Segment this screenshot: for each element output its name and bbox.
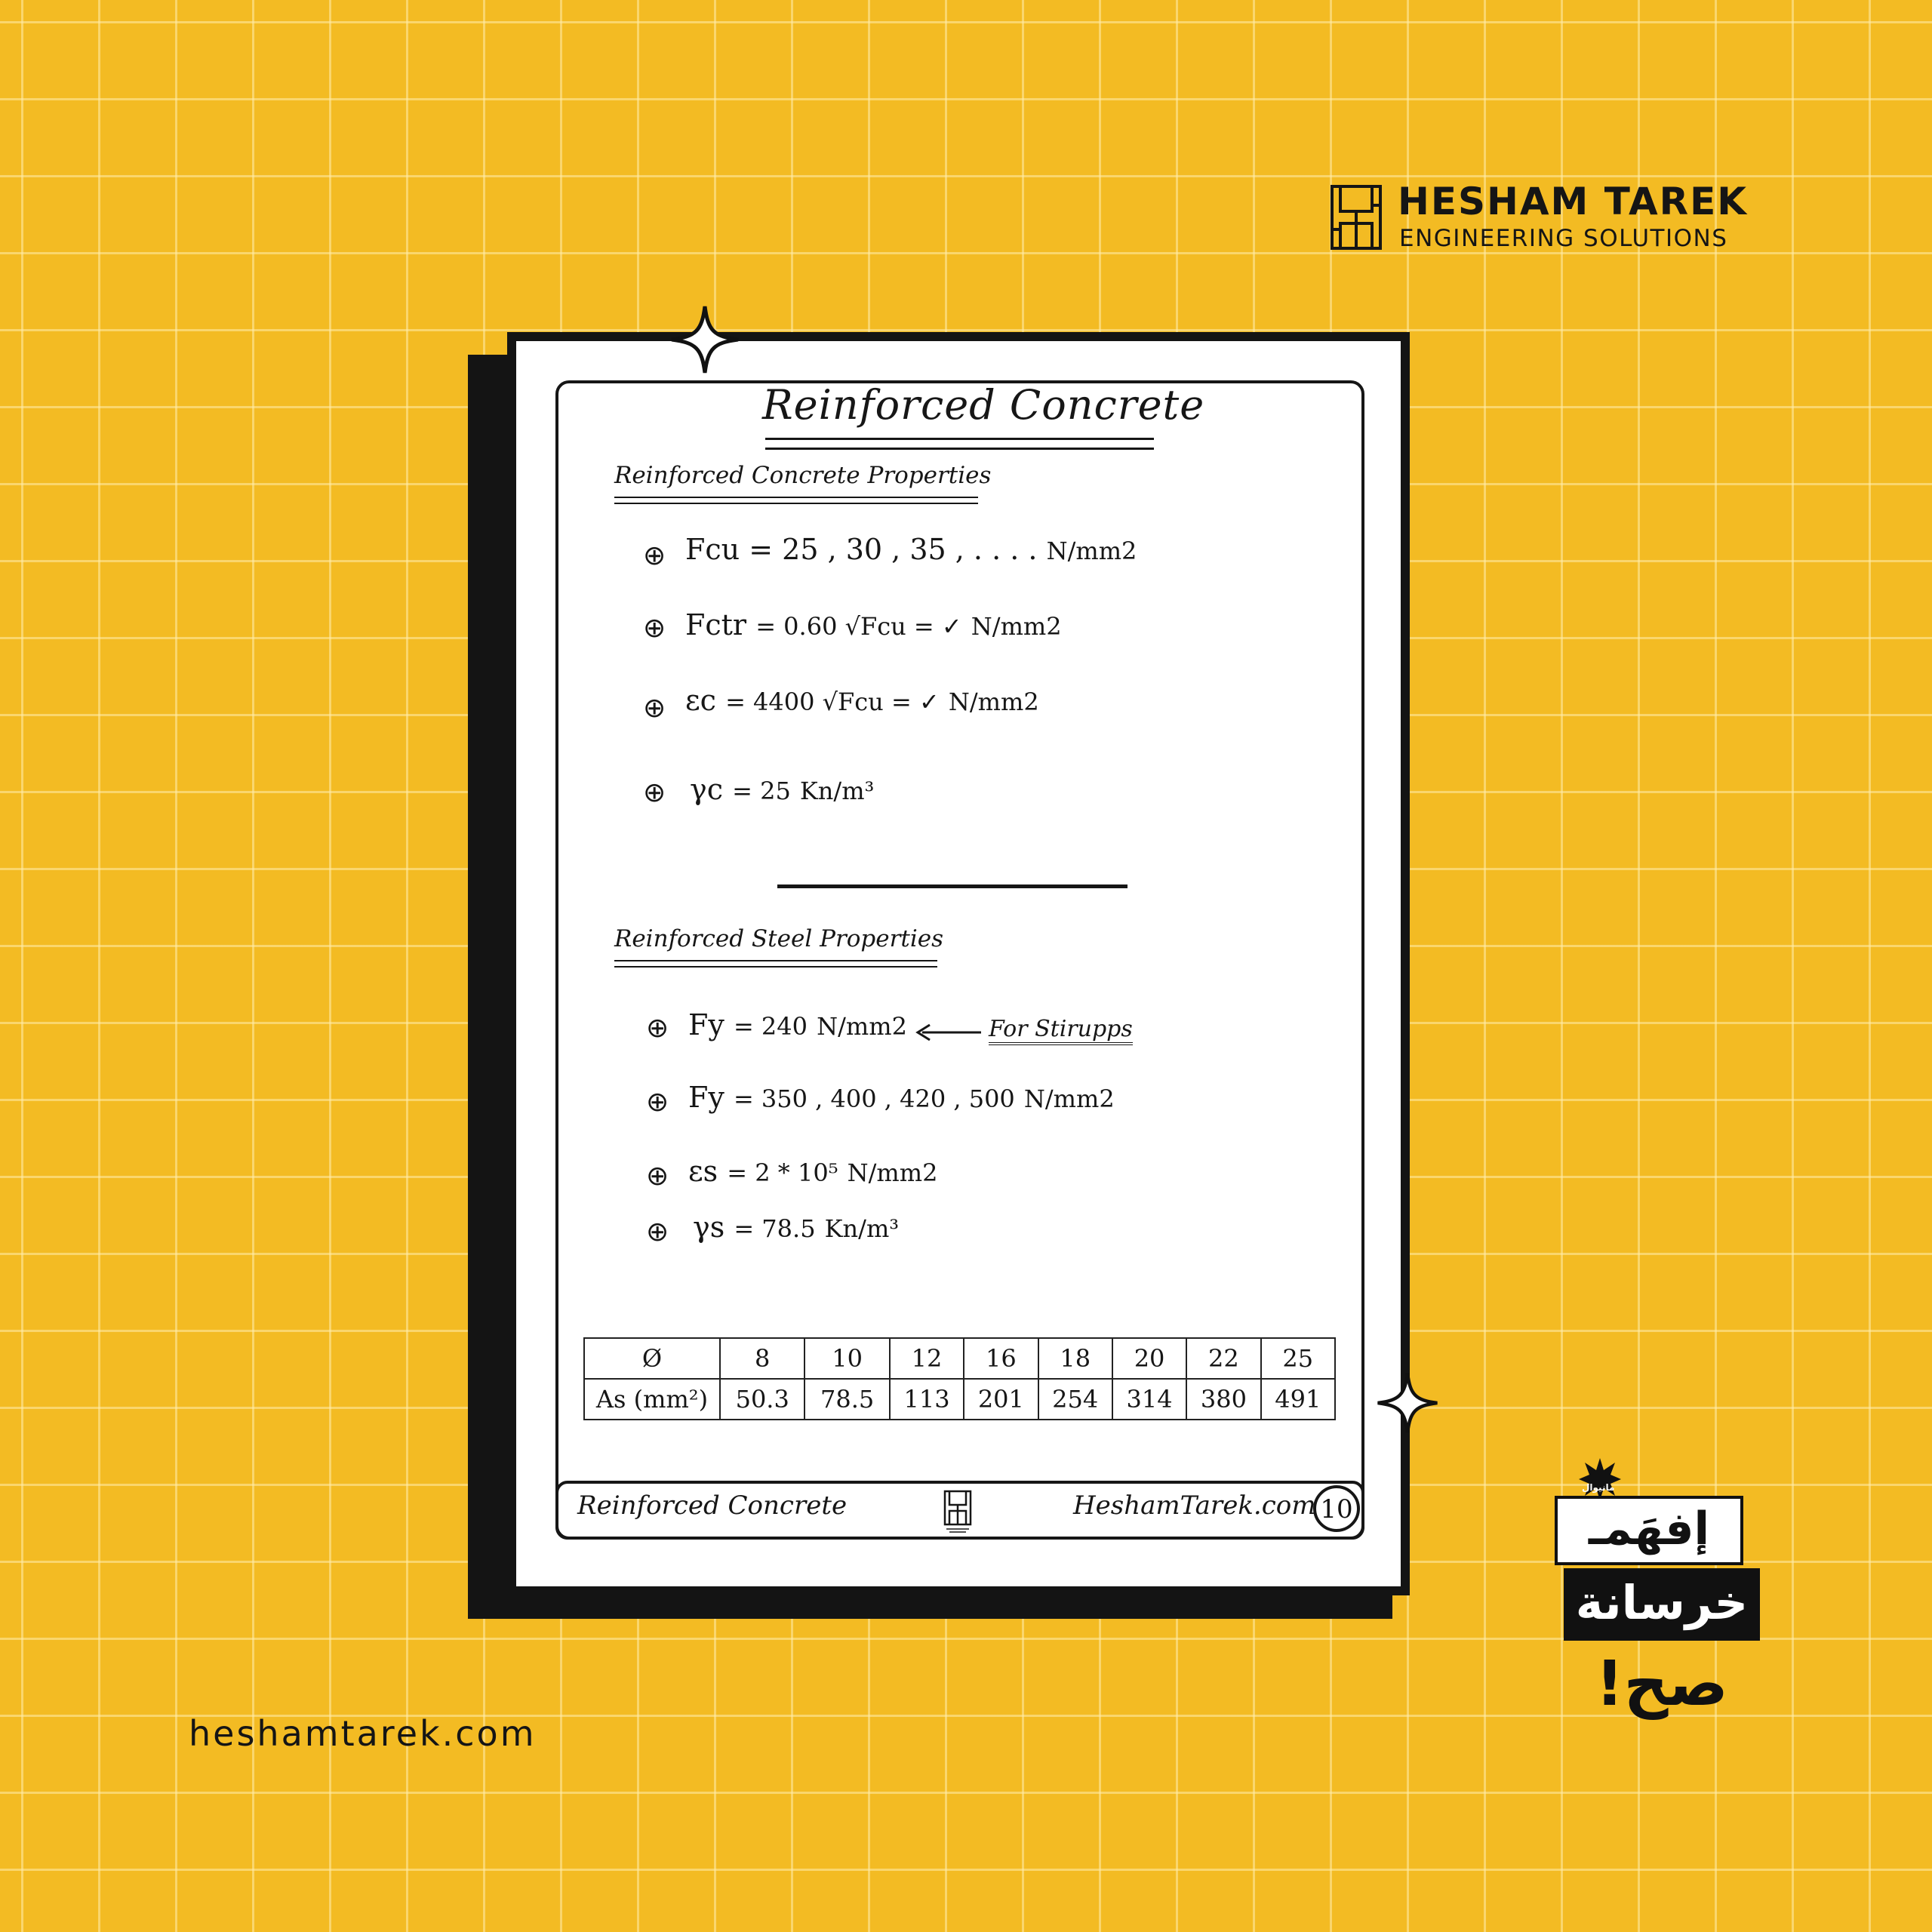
section-title-concrete: Reinforced Concrete Properties	[614, 462, 992, 489]
table-row	[584, 1379, 1335, 1420]
brand-header	[1330, 180, 1752, 254]
formula-fcu: Fcu = 25 , 30 , 35 , . . . . N/mm2	[685, 533, 1137, 566]
table-cell: 50.3	[720, 1379, 804, 1420]
table-cell: 201	[964, 1379, 1038, 1420]
table-header-cell: Ø	[584, 1338, 720, 1379]
table-cell: 10	[804, 1338, 889, 1379]
bullet-icon: ⊕	[643, 540, 666, 571]
formula-fctr: Fctr = 0.60 √Fcu = ✓ N/mm2	[685, 608, 1062, 641]
section-title-steel: Reinforced Steel Properties	[614, 925, 944, 952]
table-cell: 78.5	[804, 1379, 889, 1420]
bar-area-table	[583, 1337, 1336, 1420]
campaign-line-2: خرسانة	[1564, 1568, 1760, 1641]
brand-name: HESHAM TAREK	[1398, 180, 1749, 223]
table-cell: 314	[1112, 1379, 1186, 1420]
document-title: Reinforced Concrete	[762, 381, 1205, 429]
section-underline	[614, 960, 937, 968]
table-cell: 16	[964, 1338, 1038, 1379]
section-underline	[614, 497, 978, 504]
campaign-line-3: صح!	[1595, 1648, 1728, 1720]
table-cell: 254	[1038, 1379, 1112, 1420]
bullet-icon: ⊕	[643, 693, 666, 724]
ht-monogram-icon	[1330, 184, 1383, 251]
formula-gamma-c: γc = 25 Kn/m³	[690, 773, 875, 806]
table-cell: 25	[1261, 1338, 1335, 1379]
table-cell: 22	[1186, 1338, 1260, 1379]
campaign-line-1: إفهَمـ	[1555, 1496, 1743, 1565]
table-cell: 12	[890, 1338, 964, 1379]
footer-url: HeshamTarek.com	[1073, 1491, 1316, 1521]
bullet-icon: ⊕	[646, 1087, 669, 1118]
table-header-cell: As (mm²)	[584, 1379, 720, 1420]
bullet-icon: ⊕	[646, 1217, 669, 1247]
table-cell: 113	[890, 1379, 964, 1420]
table-cell: 20	[1112, 1338, 1186, 1379]
sparkle-icon	[1375, 1371, 1440, 1435]
table-row	[584, 1338, 1335, 1379]
ht-monogram-icon	[943, 1490, 972, 1534]
table-cell: 8	[720, 1338, 804, 1379]
title-underline	[765, 438, 1154, 450]
table-cell: 380	[1186, 1379, 1260, 1420]
starburst-icon	[1577, 1457, 1623, 1502]
section-divider	[777, 884, 1128, 888]
formula-fy-stirrups: Fy = 240 N/mm2	[688, 1008, 907, 1041]
sparkle-icon	[669, 303, 741, 376]
note-stirrups: For Stirupps	[989, 1016, 1133, 1045]
formula-es: εs = 2 * 10⁵ N/mm2	[688, 1155, 938, 1188]
campaign-badge-text: مانيوال	[1582, 1482, 1615, 1493]
arrow-left-icon	[915, 1023, 983, 1041]
footer-title: Reinforced Concrete	[577, 1491, 848, 1521]
formula-ec: εc = 4400 √Fcu = ✓ N/mm2	[685, 684, 1039, 717]
page-number: 10	[1313, 1485, 1360, 1532]
formula-fy-grades: Fy = 350 , 400 , 420 , 500 N/mm2	[688, 1081, 1115, 1114]
table-cell: 491	[1261, 1379, 1335, 1420]
site-url: heshamtarek.com	[189, 1713, 537, 1754]
bullet-icon: ⊕	[643, 613, 666, 644]
bullet-icon: ⊕	[646, 1161, 669, 1192]
bullet-icon: ⊕	[646, 1013, 669, 1044]
bullet-icon: ⊕	[643, 777, 666, 808]
formula-gamma-s: γs = 78.5 Kn/m³	[693, 1211, 900, 1244]
brand-subtitle: ENGINEERING SOLUTIONS	[1399, 225, 1728, 252]
campaign-logo	[1547, 1457, 1766, 1736]
table-cell: 18	[1038, 1338, 1112, 1379]
